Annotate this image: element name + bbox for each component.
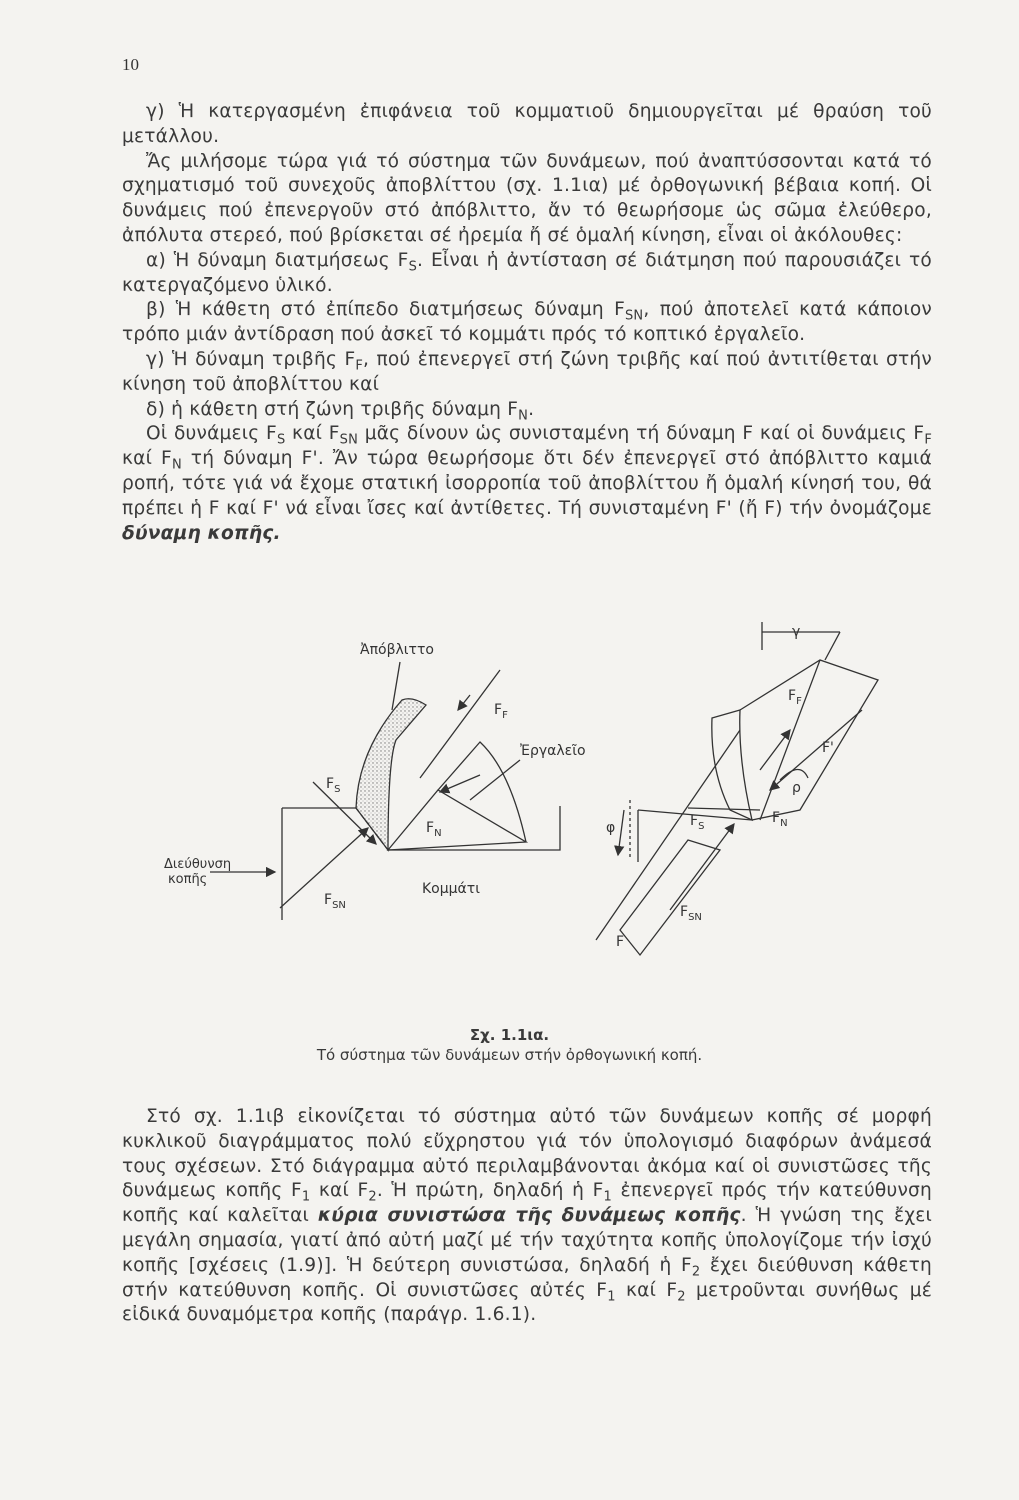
label-fsn-right: $F_{SN}$ [680, 904, 702, 923]
caption-text: Τό σύστημα τῶν δυνάμεων στήν ὀρθογωνική κοπή. [316, 1046, 703, 1064]
page-number: 10 [122, 55, 139, 74]
paragraph-intro: Ἄς μιλήσομε τώρα γιά τό σύστημα τῶν δυνάμεων, πού ἀναπτύσσονται κατά τό σχηματισμό τοῦ συνεχοῦς ἀποβλίττου (σχ. 1.1ια) μέ ὀρθογωνική βέβαια κοπή. Οἱ δυνάμεις πού ἐπενεργοῦν στό ἀπόβλιττο, ἄν τό θεωρήσομε ὡς σῶμα ἐλεύθερο, ἀπόλυτα στερεό, πού βρίσκεται σέ ἠρεμία ἤ σέ ὁμαλή κίνηση, εἶναι οἱ ἀκόλουθες: [122, 150, 932, 246]
label-direction-2: κοπῆς [168, 872, 208, 887]
label-direction: Διεύθυνση [164, 857, 232, 872]
item-d: δ) ἡ κάθετη στή ζώνη τριβῆς δύναμη $F_N$. [146, 398, 535, 424]
force-system-figure [140, 610, 900, 1020]
label-rho: ρ [792, 780, 801, 796]
text-block-bottom [122, 1105, 932, 1328]
paragraph-gamma: γ) Ἡ κατεργασμένη ἐπιφάνεια τοῦ κομματιοῦ δημιουργεῖται μέ θραύση τοῦ μετάλλου. [122, 101, 932, 147]
item-c: γ) Ἡ δύναμη τριβῆς $F_F$, πού ἐπενεργεῖ στή ζώνη τριβῆς καί πού ἀντιτίθεται στήν κίνηση τοῦ ἀποβλίττου καί [122, 348, 932, 395]
label-f: F [616, 934, 625, 950]
label-ff-right: $F_F$ [788, 688, 802, 707]
label-fs-right: $F_S$ [690, 813, 705, 832]
tool-shape [388, 790, 526, 850]
label-fn-right: $F_N$ [772, 810, 788, 829]
label-chip: Ἀπόβλιττο [360, 642, 434, 658]
label-workpiece: Κομμάτι [422, 881, 480, 897]
chip-shape [356, 699, 426, 850]
label-gamma: γ [792, 624, 801, 640]
label-phi: φ [606, 820, 616, 836]
chip-right [712, 710, 752, 820]
label-tool: Ἐργαλεῖο [520, 743, 586, 759]
text-block-top [122, 100, 932, 546]
label-fn-left: $F_N$ [426, 820, 442, 839]
label-f-prime: F' [822, 740, 834, 756]
term-main-component: κύρια συνιστώσα τῆς δυνάμεως κοπῆς [317, 1205, 741, 1227]
label-ff-left: $F_F$ [494, 702, 508, 721]
paragraph-resultant: Οἱ δυνάμεις $F_S$ καί $F_{SN}$ μᾶς δίνουν ὡς συνισταμένη τή δύναμη F καί οἱ δυνάμεις $F_F$ καί $F_N$ τή δύναμη F'. Ἄν τώρα θεωρήσομε ὅτι δέν ἐπενεργεῖ στό ἀπόβλιττο καμιά ροπή, τότε γιά νά ἔχομε στατική ἰσορροπία τοῦ ἀποβλίττου ἤ ὁμαλή κίνησή του, θά πρέπει ἡ F καί F' νά εἶναι ἴσες καί ἀντίθετες. Τή συνισταμένη F' (ἤ F) τήν ὀνομάζομε δύναμη κοπῆς. [122, 423, 933, 544]
figure-caption [0, 1025, 1019, 1065]
paragraph-components: Στό σχ. 1.1ιβ εἰκονίζεται τό σύστημα αὐτό τῶν δυνάμεων κοπῆς σέ μορφή κυκλικοῦ διαγράμματος πολύ εὔχρηστου γιά τόν ὑπολογισμό διαφόρων ἀνάμεσά τους σχέσεων. Στό διάγραμμα αὐτό περιλαμβάνονται ἀκόμα καί οἱ συνιστῶσες τῆς δυνάμεως κοπῆς $F_1$ καί $F_2$. Ἡ πρώτη, δηλαδή ἡ $F_1$ ἐπενεργεῖ πρός τήν κατεύθυνση κοπῆς καί καλεῖται κύρια συνιστώσα τῆς δυνάμεως κοπῆς. Ἡ γνώση της ἔχει μεγάλη σημασία, γιατί ἀπό αὐτή μαζί μέ τήν ταχύτητα κοπῆς ὑπολογίζομε τήν ἰσχύ κοπῆς [σχέσεις (1.9)]. Ἡ δεύτερη συνιστώσα, δηλαδή ἡ $F_2$ ἔχει διεύθυνση κάθετη στήν κατεύθυνση κοπῆς. Οἱ συνιστῶσες αὐτές $F_1$ καί $F_2$ μετροῦνται συνήθως μέ εἰδικά δυναμόμετρα κοπῆς (παράγρ. 1.6.1). [122, 1106, 932, 1326]
term-cutting-force: δύναμη κοπῆς. [122, 522, 281, 544]
item-b: β) Ἡ κάθετη στό ἐπίπεδο διατμήσεως δύναμη $F_{SN}$, πού ἀποτελεῖ κατά κάποιον τρόπο μιάν ἀντίδραση πού ἀσκεῖ τό κομμάτι πρός τό κοπτικό ἐργαλεῖο. [122, 299, 932, 346]
caption-number: Σχ. 1.1ια. [469, 1026, 550, 1044]
label-fsn-left: $F_{SN}$ [324, 892, 346, 911]
item-a: α) Ἡ δύναμη διατμήσεως $F_S$. Εἶναι ἡ ἀντίσταση σέ διάτμηση πού παρουσιάζει τό κατεργαζόμενο ὑλικό. [122, 249, 932, 296]
label-fs-left: $F_S$ [326, 776, 341, 795]
